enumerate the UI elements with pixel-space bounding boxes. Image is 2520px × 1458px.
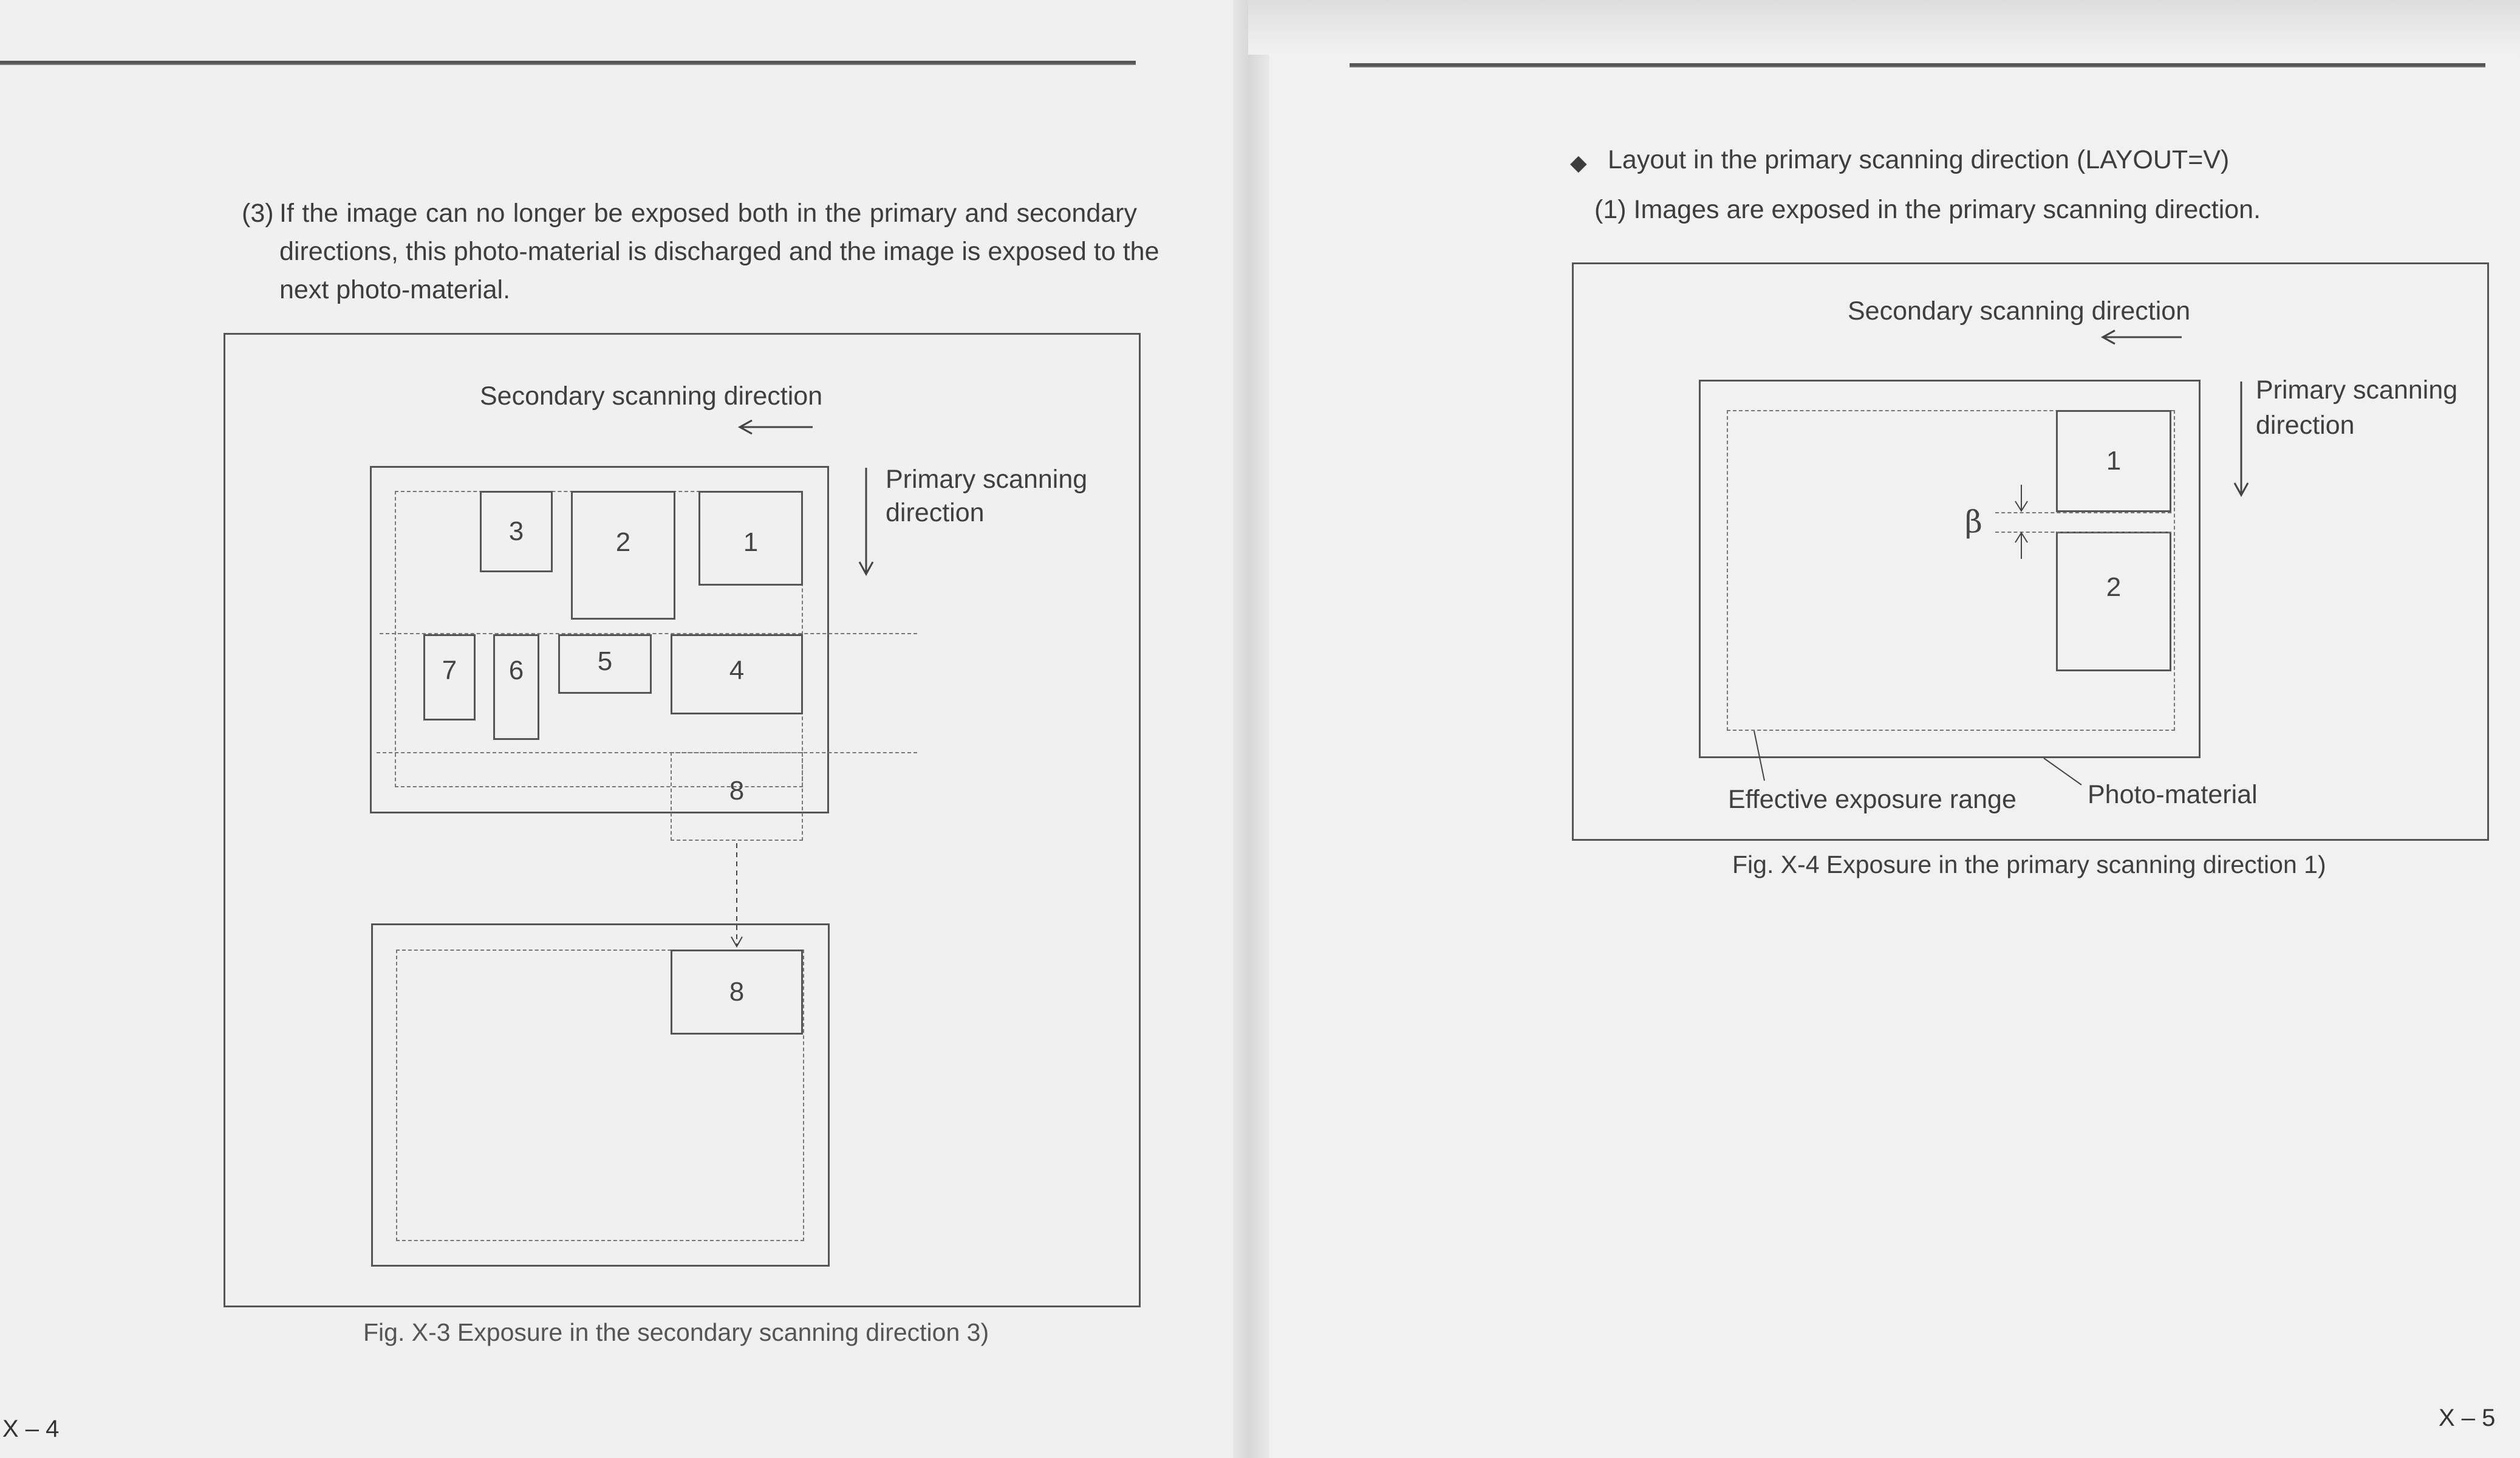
image-6-label: 6 [508,655,524,685]
primary-direction-label-1: Primary scanning [886,465,1088,494]
secondary-direction-label: Secondary scanning direction [480,382,823,411]
photo-material-label: Photo-material [2088,780,2258,809]
primary-direction-label-right-1: Primary scanning [2256,375,2458,405]
image-5-label: 5 [597,646,613,676]
bullet: ◆ [1570,150,1587,175]
beta-symbol: β [1965,504,1982,539]
image-3-label: 3 [508,516,524,546]
paragraph-line-3: next photo-material. [279,275,511,304]
paragraph-line-2: directions, this photo-material is discharged and the image is exposed to the [279,237,1159,266]
image-7-label: 7 [442,655,457,685]
item-line: (1) Images are exposed in the primary scanning direction. [1594,195,2261,224]
primary-direction-label-2: direction [886,498,985,527]
image-4-label: 4 [729,655,745,685]
primary-direction-label-right-2: direction [2256,411,2355,440]
image-2-label: 2 [615,527,631,557]
paragraph-line-1: If the image can no longer be exposed both in the primary and secondary [279,199,1137,228]
effective-exposure-label: Effective exposure range [1728,785,2016,814]
item-number: (3) [242,199,274,228]
page-number-left: X – 4 [2,1415,60,1442]
image-8-label: 8 [729,977,745,1007]
section-heading: Layout in the primary scanning direction (LAYOUT=V) [1608,145,2230,174]
figure-caption-left: Fig. X-3 Exposure in the secondary scanning direction 3) [363,1318,989,1346]
image-2-right-label: 2 [2106,572,2122,602]
secondary-direction-label-right: Secondary scanning direction [1848,296,2191,326]
image-8-overflow-label: 8 [729,776,745,806]
figure-caption-right: Fig. X-4 Exposure in the primary scanning direction 1) [1732,850,2326,878]
page-number-right: X – 5 [2439,1405,2496,1431]
image-1-right-label: 1 [2106,446,2122,476]
image-1-label: 1 [743,527,759,557]
